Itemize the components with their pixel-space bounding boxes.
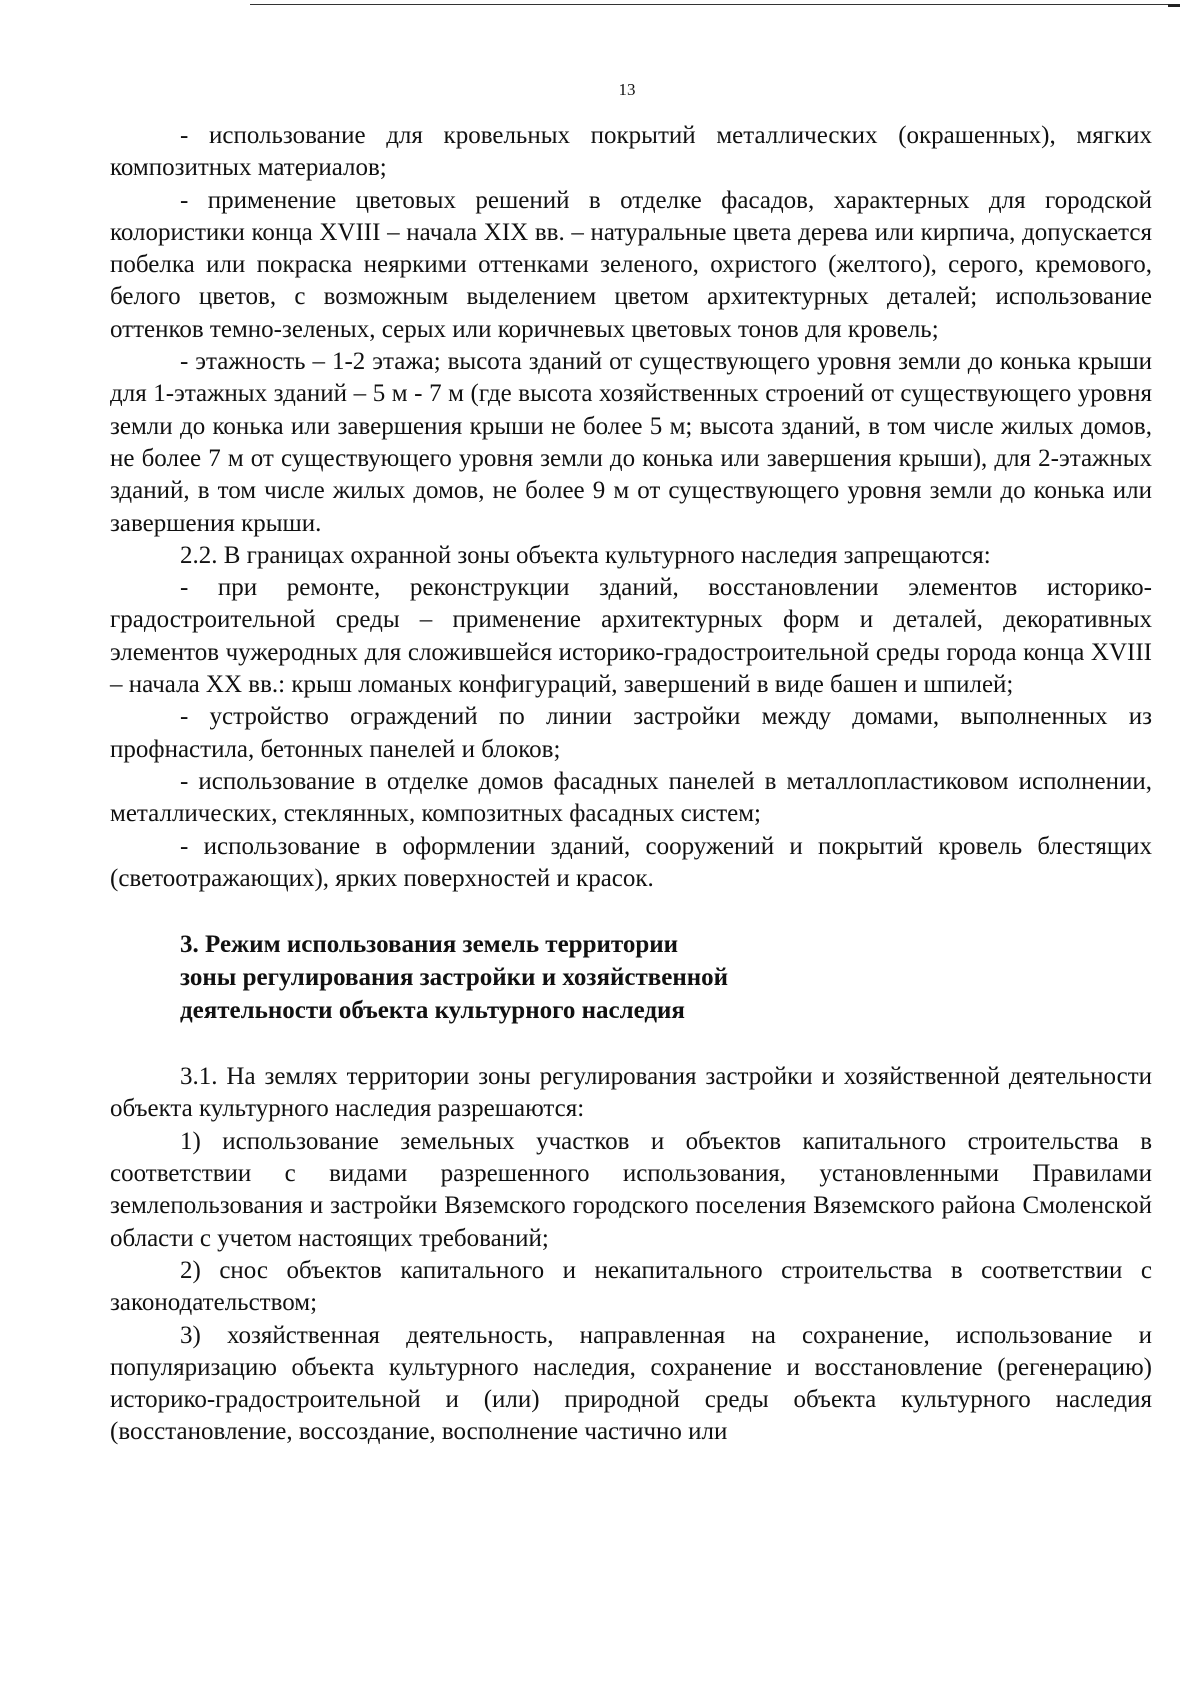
paragraph-item-2: 2) снос объектов капитального и некапитального строительства в соответствии с законодательством; xyxy=(110,1256,1152,1317)
paragraph-roofing-materials: - использование для кровельных покрытий металлических (окрашенных), мягких композитных материалов; xyxy=(110,122,1152,182)
heading-line-2: зоны регулирования застройки и хозяйственной xyxy=(180,964,729,992)
paragraph-section-2-2: 2.2. В границах охранной зоны объекта культурного наследия запрещаются: xyxy=(180,541,991,569)
heading-line-1: 3. Режим использования земель территории xyxy=(180,931,679,959)
page-number: 13 xyxy=(618,80,636,99)
top-edge-mark xyxy=(1168,4,1180,7)
paragraph-facade-panels: - использование в отделке домов фасадных панелей в металлопластиковом исполнении, металлических, стеклянных, композитных фасадных систем; xyxy=(110,767,1152,828)
paragraph-item-3: 3) хозяйственная деятельность, направленная на сохранение, использование и популяризацию объекта культурного наследия, сохранение и восстановление (регенерацию) историко-градостроительной и (или) природной среды объекта культурного наследия (восстановление, воссоздание, восполнение частично или xyxy=(110,1321,1152,1446)
section-3-heading xyxy=(110,928,1152,1027)
document-body xyxy=(110,120,1152,1449)
paragraph-glossy-surfaces: - использование в оформлении зданий, сооружений и покрытий кровель блестящих (светоотражающих), ярких поверхностей и красок. xyxy=(110,832,1152,892)
paragraph-facade-colors: - применение цветовых решений в отделке фасадов, характерных для городской колористики конца XVIII – начала XIX вв. – натуральные цвета дерева или кирпича, допускается побелка или покраска неяркими оттенками зеленого, охристого (желтого), серого, кремового, белого цветов, с возможным выделением цветом архитектурных деталей; использование оттенков темно-зеленых, серых или коричневых цветовых тонов для кровель; xyxy=(110,186,1152,343)
top-edge-line xyxy=(250,4,1180,5)
paragraph-foreign-forms: - при ремонте, реконструкции зданий, восстановлении элементов историко-градостроительной среды – применение архитектурных форм и деталей, декоративных элементов чужеродных для сложившейся историко-градостроительной среды города конца XVIII – начала XX вв.: крыш ломаных конфигураций, завершений в виде башен и шпилей; xyxy=(110,574,1152,699)
paragraph-item-1: 1) использование земельных участков и объектов капитального строительства в соответствии с видами разрешенного использования, установленными Правилами землепользования и застройки Вяземского городского поселения Вяземского района Смоленской области с учетом настоящих требований; xyxy=(110,1127,1152,1252)
paragraph-section-3-1: 3.1. На землях территории зоны регулирования застройки и хозяйственной деятельности объекта культурного наследия разрешаются: xyxy=(110,1063,1152,1123)
paragraph-building-height: - этажность – 1-2 этажа; высота зданий от существующего уровня земли до конька крыши для 1-этажных зданий – 5 м - 7 м (где высота хозяйственных строений от существующего уровня земли до конька или завершения крыши не более 5 м; высота зданий, в том числе жилых домов, не более 7 м от существующего уровня земли до конька или завершения крыши), для 2-этажных зданий, в том числе жилых домов, не более 9 м от существующего уровня земли до конька или завершения крыши. xyxy=(110,348,1152,537)
paragraph-fences: - устройство ограждений по линии застройки между домами, выполненных из профнастила, бетонных панелей и блоков; xyxy=(110,703,1152,763)
heading-line-3: деятельности объекта культурного наследия xyxy=(180,997,685,1025)
